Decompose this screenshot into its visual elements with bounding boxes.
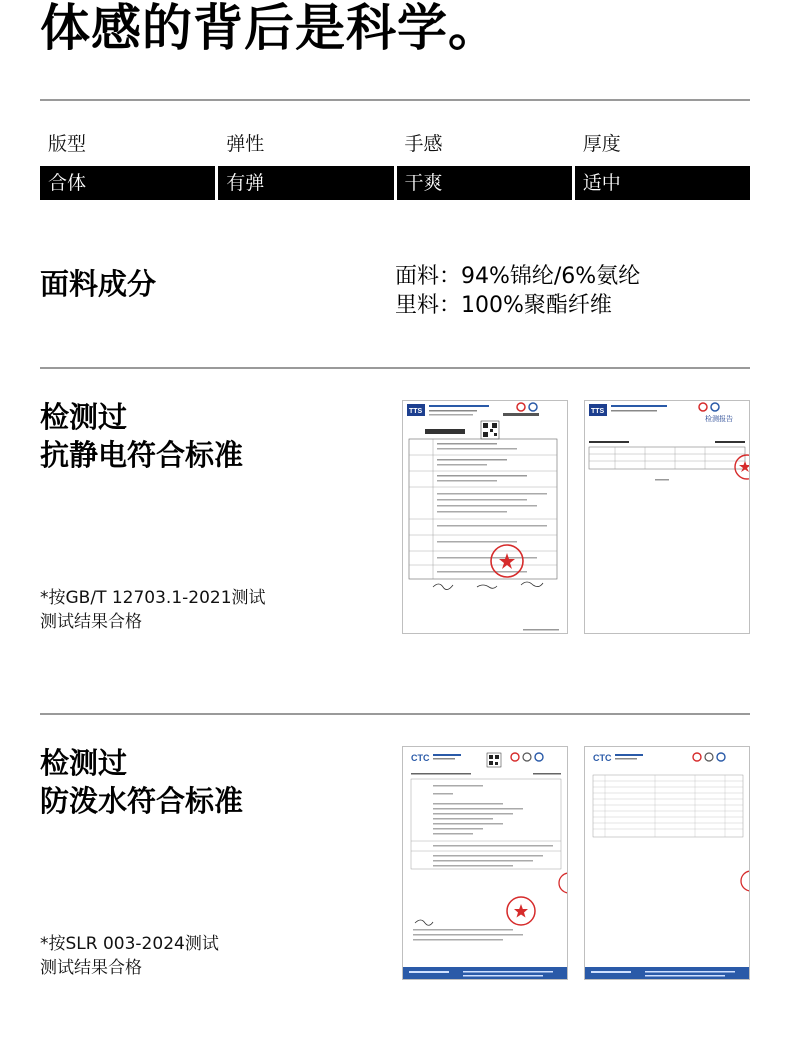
fabric-lining: 里料：100%聚酯纤维 [395,293,612,318]
svg-text:CTC: CTC [593,753,612,763]
water-repellent-title-line1: 检测过 [40,746,128,780]
attribute-label-thickness: 厚度 [582,133,621,155]
water-repellent-title [40,744,243,820]
antistatic-title-line2: 抗静电符合标准 [40,438,244,472]
divider [40,713,750,715]
attribute-values [40,166,750,200]
attribute-label-elasticity: 弹性 [226,133,265,155]
water-repellent-report-page-1 [402,746,568,980]
antistatic-standard: *按GB/T 12703.1-2021测试 [40,588,266,608]
antistatic-note [40,586,266,634]
antistatic-title-line1: 检测过 [40,400,128,434]
attribute-label-fit: 版型 [48,133,87,155]
water-repellent-result: 测试结果合格 [40,958,142,978]
svg-text:TTS: TTS [591,408,605,415]
attribute-value-elasticity: 有弹 [218,166,393,200]
svg-text:TTS: TTS [409,408,423,415]
antistatic-report-page-1 [402,400,568,634]
water-repellent-note [40,932,219,980]
attribute-value-feel: 干爽 [397,166,572,200]
fabric-composition-title: 面料成分 [40,267,157,301]
antistatic-report-page-2 [584,400,750,634]
water-repellent-report-page-2 [584,746,750,980]
svg-text:CTC: CTC [411,753,430,763]
water-repellent-title-line2: 防泼水符合标准 [40,784,244,818]
attribute-value-thickness: 适中 [575,166,750,200]
page-headline: 体感的背后是科学。 [40,0,499,57]
water-repellent-standard: *按SLR 003-2024测试 [40,934,219,954]
report-title: 检测报告 [705,415,733,423]
fabric-composition [395,262,640,320]
attribute-label-feel: 手感 [404,133,443,155]
attribute-labels [40,131,750,157]
divider [40,99,750,101]
fabric-outer: 面料：94%锦纶/6%氨纶 [395,264,641,289]
antistatic-title [40,398,243,474]
antistatic-result: 测试结果合格 [40,612,142,632]
attribute-grid [40,131,750,200]
attribute-value-fit: 合体 [40,166,215,200]
divider [40,367,750,369]
